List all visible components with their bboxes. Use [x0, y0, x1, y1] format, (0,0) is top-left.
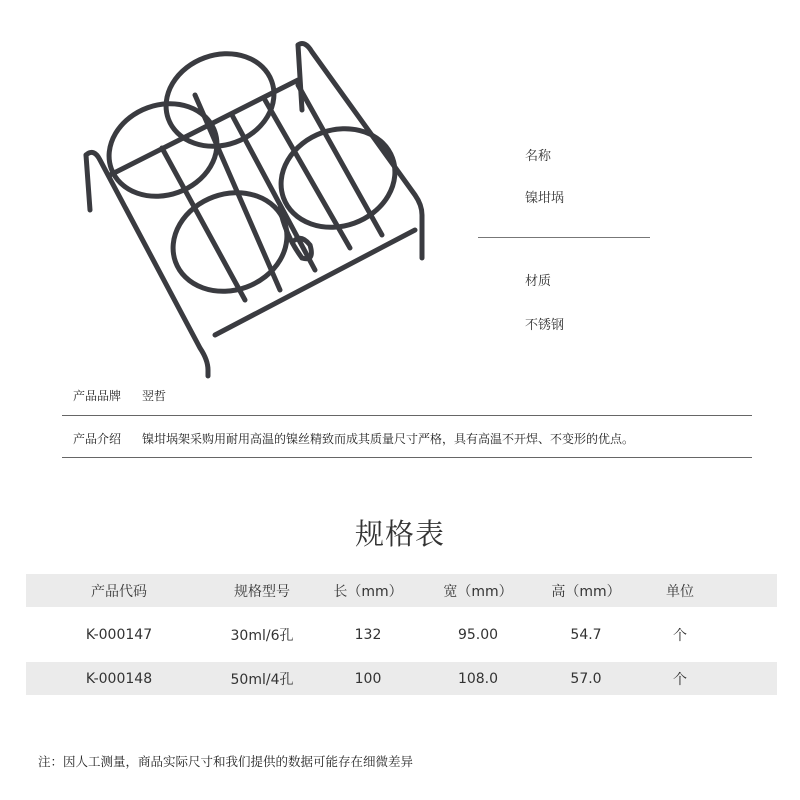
- cell-width: 95.00: [457, 626, 499, 643]
- cell-code: K-000148: [85, 670, 153, 687]
- table-header-row: [26, 574, 777, 607]
- attr-material-value: 不锈钢: [525, 318, 565, 333]
- attr-material-label: 材质: [525, 274, 552, 289]
- table-row: [26, 607, 777, 662]
- col-header-width: 宽（mm）: [443, 583, 513, 600]
- cell-unit: 个: [673, 627, 687, 644]
- cell-length: 100: [354, 670, 382, 687]
- col-header-height: 高（mm）: [551, 583, 621, 600]
- intro-label: 产品介绍: [73, 432, 122, 446]
- attr-divider: [478, 237, 650, 238]
- measurement-note: 注：因人工测量，商品实际尺寸和我们提供的数据可能存在细微差异: [38, 754, 414, 769]
- product-image: [70, 30, 440, 390]
- brand-label: 产品品牌: [73, 389, 122, 403]
- col-header-code: 产品代码: [91, 583, 147, 600]
- cell-length: 132: [354, 626, 382, 643]
- cell-width: 108.0: [457, 670, 499, 687]
- col-header-length: 长（mm）: [333, 583, 403, 600]
- cell-unit: 个: [673, 671, 687, 688]
- cell-height: 57.0: [570, 670, 602, 687]
- cell-code: K-000147: [85, 626, 153, 643]
- table-row: [26, 662, 777, 695]
- brand-divider: [62, 415, 752, 416]
- spec-table: [26, 574, 777, 695]
- intro-text: 镍坩埚架采购用耐用高温的镍丝精致而成其质量尺寸严格，具有高温不开焊、不变形的优点。: [142, 432, 635, 446]
- col-header-unit: 单位: [666, 583, 694, 600]
- col-header-model: 规格型号: [234, 583, 290, 600]
- crucible-rack-illustration: [70, 30, 440, 390]
- brand-value: 翌哲: [142, 389, 167, 403]
- spec-table-title: 规格表: [354, 517, 445, 551]
- intro-divider: [62, 457, 752, 458]
- attr-name-label: 名称: [525, 149, 552, 164]
- cell-height: 54.7: [570, 626, 602, 643]
- cell-model: 50ml/4孔: [230, 671, 294, 688]
- attr-name-value: 镍坩埚: [525, 191, 565, 206]
- cell-model: 30ml/6孔: [230, 627, 294, 644]
